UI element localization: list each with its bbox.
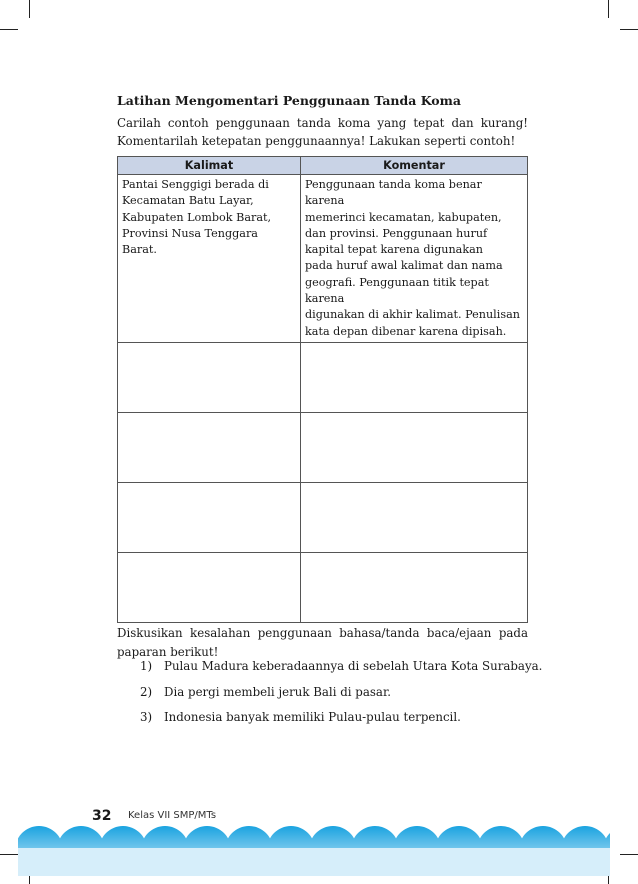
comment-table	[117, 156, 528, 623]
list-item	[140, 710, 542, 736]
numbered-list	[140, 659, 542, 736]
list-item	[140, 659, 542, 685]
example-kalimat-cell	[118, 175, 301, 343]
text-line: Provinsi Nusa Tenggara Barat.	[122, 226, 258, 257]
crop-mark	[620, 29, 638, 30]
crop-mark	[620, 854, 638, 855]
list-item	[140, 685, 542, 711]
empty-cell[interactable]	[118, 482, 301, 552]
list-number: 1)	[140, 659, 153, 673]
table-row-empty	[118, 412, 528, 482]
text-line: kapital tepat karena digunakan	[305, 243, 483, 257]
page-number: 32	[92, 808, 112, 824]
empty-cell[interactable]	[118, 342, 301, 412]
crop-mark	[0, 854, 18, 855]
discussion-paragraph: Diskusikan kesalahan penggunaan bahasa/tanda baca/ejaan pada paparan berikut!	[117, 626, 528, 659]
empty-cell[interactable]	[118, 412, 301, 482]
text-line: pada huruf awal kalimat dan nama	[305, 259, 503, 273]
text-line: memerinci kecamatan, kabupaten,	[305, 210, 502, 224]
intro-paragraph: Carilah contoh penggunaan tanda koma yang tepat dan kurang! Komentarilah ketepatan penggunaannya! Lakukan seperti contoh!	[117, 116, 528, 148]
table-row-empty	[118, 342, 528, 412]
table-row-empty	[118, 552, 528, 622]
text-line: geografi. Penggunaan titik tepat karena	[305, 275, 489, 306]
empty-cell[interactable]	[301, 482, 528, 552]
table-row-empty	[118, 482, 528, 552]
table-header-row	[118, 157, 528, 175]
text-line: Kabupaten Lombok Barat,	[122, 210, 272, 224]
text-line: Pantai Senggigi berada di	[122, 178, 269, 191]
list-text: Dia pergi membeli jeruk Bali di pasar.	[164, 684, 392, 699]
crop-mark	[0, 29, 18, 30]
text-line: dan provinsi. Penggunaan huruf	[305, 226, 488, 240]
empty-cell[interactable]	[301, 552, 528, 622]
column-header-komentar: Komentar	[301, 157, 528, 175]
book-label: Kelas VII SMP/MTs	[128, 810, 217, 821]
text-line: kata depan dibenar karena dipisah.	[305, 324, 507, 338]
example-komentar-cell	[301, 175, 528, 343]
crop-mark	[608, 0, 609, 18]
text-line: Penggunaan tanda koma benar karena	[305, 178, 482, 208]
section-title: Latihan Mengomentari Penggunaan Tanda Koma	[117, 93, 461, 108]
list-number: 3)	[140, 710, 153, 724]
list-text: Pulau Madura keberadaannya di sebelah Utara Kota Surabaya.	[164, 659, 543, 673]
list-text: Indonesia banyak memiliki Pulau-pulau terpencil.	[164, 710, 461, 724]
empty-cell[interactable]	[118, 552, 301, 622]
empty-cell[interactable]	[301, 342, 528, 412]
text-line: Kecamatan Batu Layar,	[122, 194, 254, 208]
empty-cell[interactable]	[301, 412, 528, 482]
column-header-kalimat: Kalimat	[118, 157, 301, 175]
wave-decoration-icon	[18, 826, 610, 876]
text-line: digunakan di akhir kalimat. Penulisan	[305, 308, 520, 322]
table-row-example	[118, 175, 528, 343]
wave-base	[18, 848, 610, 876]
crop-mark	[29, 0, 30, 18]
list-number: 2)	[140, 684, 153, 699]
